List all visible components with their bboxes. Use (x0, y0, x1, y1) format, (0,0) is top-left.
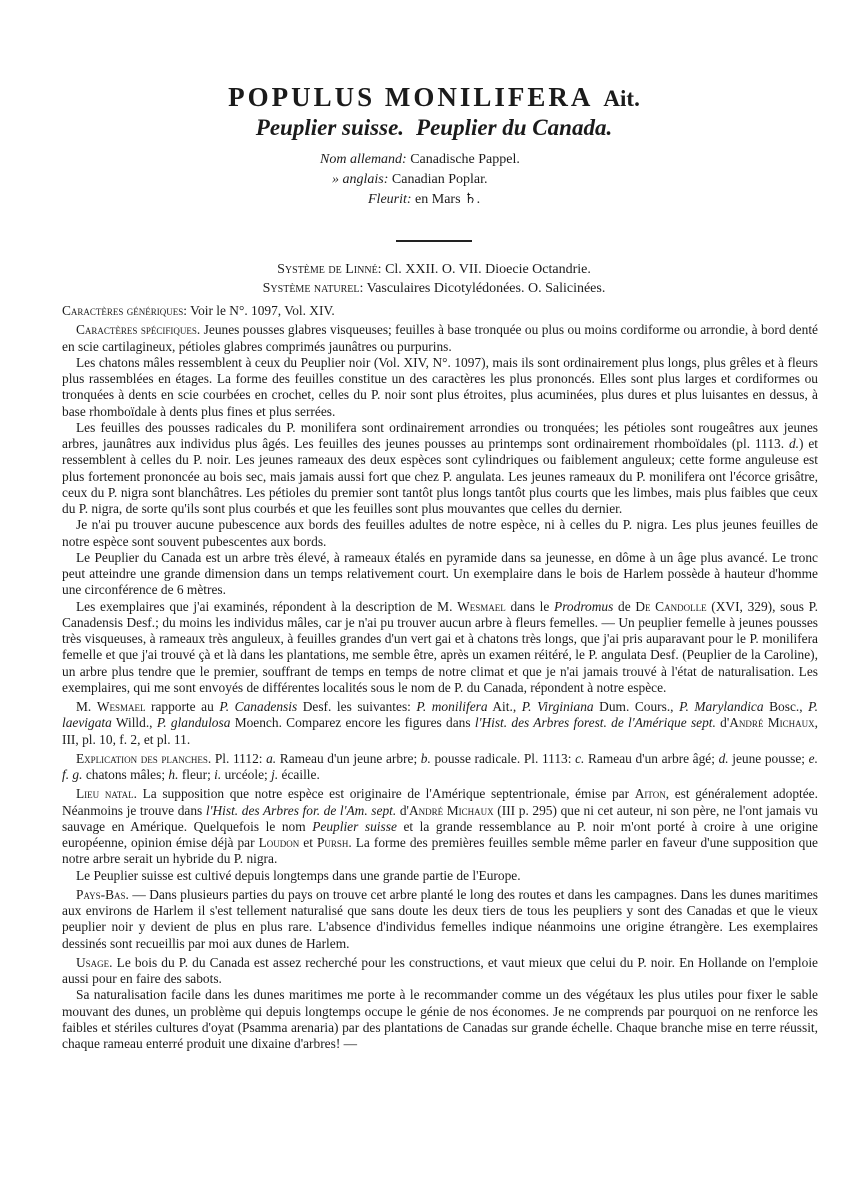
vernacular-names (320, 150, 520, 210)
divider-rule (396, 240, 472, 242)
german-prefix: Nom allemand: (320, 152, 407, 167)
specimens-paragraph: Les exemplaires que j'ai examinés, répondent à la description de M. Wesmael dans le Prodromus de De Candolle (XVI, 329), sous P. Canadensis Desf.; du moins les individus mâles, car je n'ai pu trouver aucun arbre à fleurs femelles. — Un peuplier femelle à jeunes pousses très visqueuses, à rameaux très anguleux, à feuilles grandes d'un vert gai et à chatons très longs, que j'ai pris auparavant pour le P. monilifera femelle et que j'ai trouvé çà et là dans les plantations, me semble être, après un examen réitéré, le P. angulata Desf. (Peuplier de la Caroline), un arbre plus tendre que le premier, souffrant de temps en temps de notre climat et que je n'ai jamais trouvé à l'état de naturalisation. Les exemplaires, qui me sont envoyés de différentes localités sous le nom de P. du Canada, répondent à notre espèce. (62, 598, 818, 695)
title-author: Ait. (603, 86, 640, 111)
subtitle (0, 115, 868, 141)
specific-characters-paragraph: Caractères spécifiques. Jeunes pousses glabres visqueuses; feuilles à base tronquée ou plus ou moins cordiforme ou arrondie, à bord denté en scie cartilagineux, pétioles glabres comprimés jaunâtres ou purpurins. (62, 322, 818, 354)
common-name-canada: Peuplier du Canada. (416, 115, 613, 140)
natural-system-line (0, 281, 868, 297)
generic-characters-paragraph: Caractères génériques: Voir le N°. 1097, Vol. XIV. (62, 303, 335, 318)
linne-value: Cl. XXII. O. VII. Dioecie Octandrie. (385, 262, 591, 277)
title-genus-species: POPULUS MONILIFERA (228, 82, 594, 112)
cultivation-paragraph: Le Peuplier suisse est cultivé depuis longtemps dans une grande partie de l'Europe. (76, 867, 521, 883)
native-place-paragraph: Lieu natal. La supposition que notre espèce est originaire de l'Amérique septentrionale, émise par Aiton, est généralement adoptée. Néanmoins je trouve dans l'Hist. des Arbres for. de l'Am. sept. d'André Michaux (III p. 295) que ni cet auteur, ni son père, ne l'ont jamais vu sauvage en Amérique. Quelquefois le nom Peuplier suisse et la grande ressemblance au P. noir m'ont porté à croire à une origine européenne, opinion émise déjà par Loudon et Pursh. La forme des premières feuilles semble même parler en faveur d'une supposition que notre arbre serait un hybride du P. nigra. (62, 786, 818, 867)
english-name: Canadian Poplar. (391, 172, 488, 187)
leaves-paragraph: Les feuilles des pousses radicales du P. monilifera sont ordinairement arrondies ou tronquées; les pétioles sont rougeâtres aux jeunes arbres, jaunâtres aux individus plus âgés. Les feuilles des jeunes pousses au printemps sont ordinairement rhomboïdales (pl. 1113. d.) et ressemblent à celles du P. noir. Les jeunes rameaux des deux espèces sont cylindriques ou faiblement anguleux; cette forme anguleuse est plus fortement prononcée au bois sec, mais jamais aussi fort que chez P. angulata. Les jeunes rameaux du P. monilifera ont l'écorce grisâtre, ceux du P. nigra sont blanchâtres. Les pétioles du premier sont tantôt plus longs tantôt plus courts que les limbes, mais plus faibles que ceux du P. nigra, de sorte qu'ils sont plus courbés et que les feuilles sont plus mouvantes que celles du dernier. (62, 419, 818, 516)
usage-paragraph: Usage. Le bois du P. du Canada est assez recherché pour les constructions, et vaut mieux que celui du P. noir. En Hollande on l'emploie aussi pour en faire des sabots. (62, 954, 818, 986)
natural-value: Vasculaires Dicotylédonées. O. Salicinées. (366, 281, 606, 296)
german-name: Canadische Pappel. (410, 152, 520, 167)
flowering-prefix: Fleurit: (368, 192, 412, 207)
netherlands-paragraph: Pays-Bas. — Dans plusieurs parties du pays on trouve cet arbre planté le long des routes et dans les campagnes. Dans les dunes maritimes aux environs de Harlem il s'est tellement naturalisé que sans doute les deux tiers de tous les peupliers y sont des Canadas et que le vieux peuplier noir y devient de plus en plus rare. L'absence d'individus femelles indique néanmoins une origine étrangère. Les exemplaires dessinés sont recueillis par moi aux dunes de Harlem. (62, 886, 818, 951)
german-name-line (320, 150, 520, 170)
flowering-line (320, 190, 520, 210)
linne-system-line (0, 262, 868, 278)
linne-label: Système de Linné: (277, 262, 382, 277)
flowering-value: en Mars ♄. (415, 192, 481, 207)
plates-explanation-paragraph: Explication des planches. Pl. 1112: a. Rameau d'un jeune arbre; b. pousse radicale. Pl. 1113: c. Rameau d'un arbre âgé; d. jeune pousse; e. f. g. chatons mâles; h. fleur; i. urcéole; j. écaille. (62, 750, 818, 782)
natural-label: Système naturel: (262, 281, 364, 296)
synonyms-paragraph: M. Wesmael rapporte au P. Canadensis Desf. les suivantes: P. monilifera Ait., P. Virginiana Dum. Cours., P. Marylandica Bosc., P. laevigata Willd., P. glandulosa Moench. Comparez encore les figures dans l'Hist. des Arbres forest. de l'Amérique sept. d'André Michaux, III, pl. 10, f. 2, et pl. 11. (62, 699, 818, 747)
english-prefix: » anglais: (332, 172, 389, 187)
body-text (62, 303, 818, 1052)
english-name-line (320, 170, 520, 190)
naturalisation-paragraph: Sa naturalisation facile dans les dunes maritimes me porte à le recommander comme un des végétaux les plus utiles pour fixer le sable mouvant des dunes, un problème qui depuis longtemps occupe le génie de nos économes. Je ne comprends par pourquoi on ne renforce les faibles et stériles cultures d'oyat (Psamma arenaria) par des plantations de Canadas sur grande échelle. Chaque branche mise en terre réussit, chaque rameau enterré produit une dixaine d'arbres! — (62, 987, 818, 1051)
common-name-suisse: Peuplier suisse. (255, 115, 405, 140)
catkins-paragraph: Les chatons mâles ressemblent à ceux du Peuplier noir (Vol. XIV, N°. 1097), mais ils sont ordinairement plus longs, plus grêles et à fleurs plus rassemblées en étages. La forme des feuilles constitue un des caractères les plus prononcés. Elles sont plus larges et cordiformes ou tronquées à dents en scie courbées en crochet, celles du P. noir sont plus étroites, plus acuminées, plus dures et plus luisantes en dessus, à base rhomboïdale à dents plus fines et plus serrées. (62, 354, 818, 419)
page-title (0, 82, 868, 113)
tree-description-paragraph: Le Peuplier du Canada est un arbre très élevé, à rameaux étalés en pyramide dans sa jeunesse, en dôme à un âge plus avancé. Le tronc peut atteindre une grande dimension dans un temps relativement court. Un exemplaire dans le bois de Harlem possède à hauteur d'homme une circonférence de 6 mètres. (62, 549, 818, 598)
pubescence-paragraph: Je n'ai pu trouver aucune pubescence aux bords des feuilles adultes de notre espèce, ni à celles du P. nigra. Les plus jeunes feuilles de notre espèce sont souvent pubescentes aux bords. (62, 517, 818, 549)
